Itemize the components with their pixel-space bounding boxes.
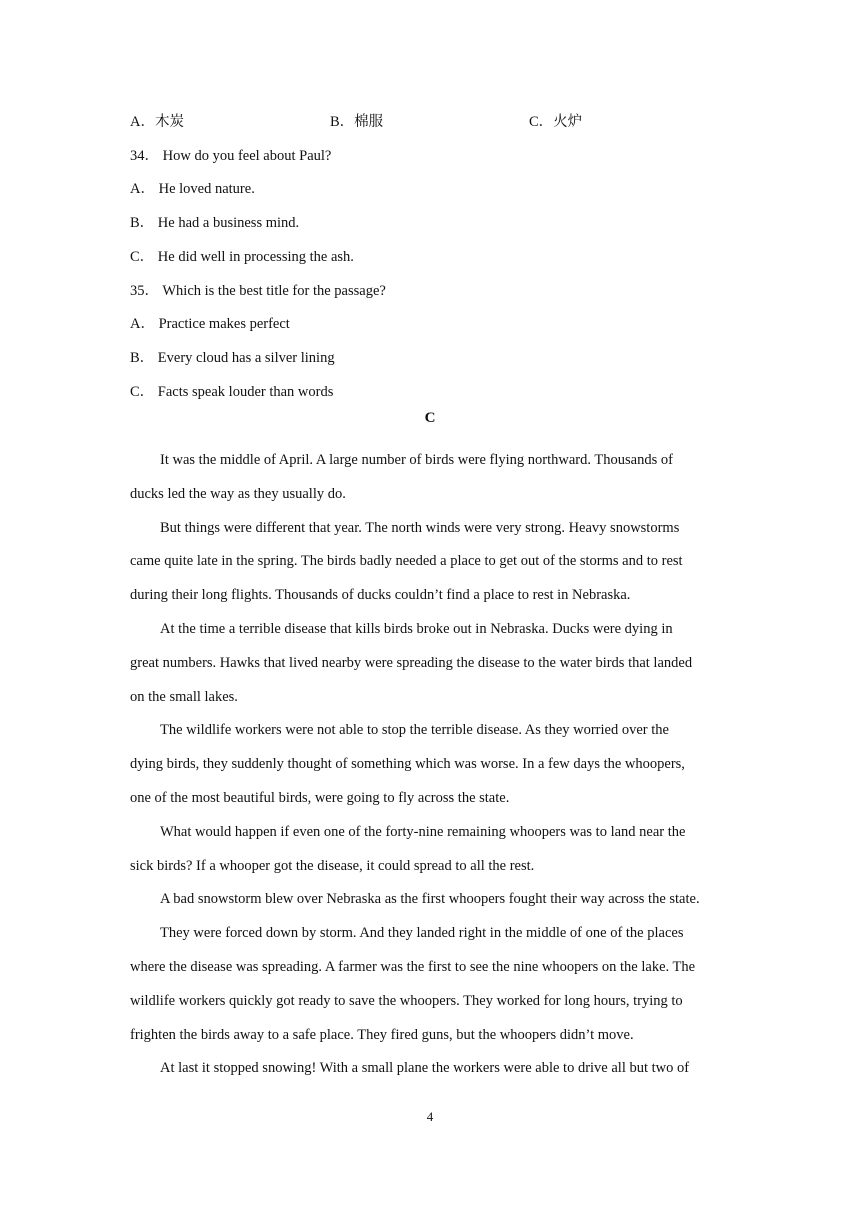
passage-line: ducks led the way as they usually do.: [130, 485, 346, 502]
passage-line: dying birds, they suddenly thought of something which was worse. In a few days the whoopers,: [130, 756, 685, 773]
option-a-charcoal: A．木炭: [130, 114, 184, 130]
passage-line: sick birds? If a whooper got the disease, it could spread to all the rest.: [130, 857, 535, 874]
passage-line: But things were different that year. The north winds were very strong. Heavy snowstorms: [160, 519, 680, 536]
page-number: 4: [426, 1109, 434, 1124]
passage-line: The wildlife workers were not able to stop the terrible disease. As they worried over the: [160, 722, 669, 739]
passage-c: [130, 449, 730, 1091]
question-34-option-c: C． He did well in processing the ash.: [130, 248, 354, 265]
passage-line: What would happen if even one of the forty-nine remaining whoopers was to land near the: [160, 823, 686, 840]
question-34-stem: 34． How do you feel about Paul?: [130, 147, 332, 164]
question-34-option-a: A． He loved nature.: [130, 181, 255, 198]
question-35-option-b: B． Every cloud has a silver lining: [130, 350, 335, 367]
passage-line: one of the most beautiful birds, were going to fly across the state.: [130, 789, 510, 806]
question-34-option-b: B． He had a business mind.: [130, 215, 300, 232]
option-c-stove: C．火炉: [529, 114, 583, 130]
passage-line: At last it stopped snowing! With a small plane the workers were able to drive all but two of: [160, 1060, 690, 1077]
passage-line: came quite late in the spring. The birds badly needed a place to get out of the storms and to rest: [130, 553, 683, 570]
passage-line: where the disease was spreading. A farmer was the first to see the nine whoopers on the lake. The: [130, 958, 696, 975]
question-33-options: [130, 111, 730, 133]
passage-line: At the time a terrible disease that kills birds broke out in Nebraska. Ducks were dying in: [160, 620, 673, 637]
question-35-stem: 35． Which is the best title for the passage?: [130, 282, 386, 299]
passage-line: on the small lakes.: [130, 688, 238, 705]
section-c-heading: C: [424, 410, 436, 426]
passage-line: It was the middle of April. A large number of birds were flying northward. Thousands of: [160, 452, 673, 468]
passage-line: They were forced down by storm. And they landed right in the middle of one of the places: [160, 925, 684, 942]
question-35-option-c: C． Facts speak louder than words: [130, 384, 334, 401]
question-35-option-a: A． Practice makes perfect: [130, 316, 290, 333]
passage-line: during their long flights. Thousands of ducks couldn’t find a place to rest in Nebraska.: [130, 587, 631, 604]
option-b-cotton-clothes: B．棉服: [330, 114, 384, 130]
questions-34-35: [130, 145, 730, 415]
passage-line: great numbers. Hawks that lived nearby were spreading the disease to the water birds that landed: [130, 654, 693, 671]
passage-line: frighten the birds away to a safe place. They fired guns, but the whoopers didn’t move.: [130, 1026, 634, 1043]
passage-line: A bad snowstorm blew over Nebraska as the first whoopers fought their way across the state.: [160, 891, 700, 908]
passage-line: wildlife workers quickly got ready to save the whoopers. They worked for long hours, trying to: [130, 992, 683, 1009]
